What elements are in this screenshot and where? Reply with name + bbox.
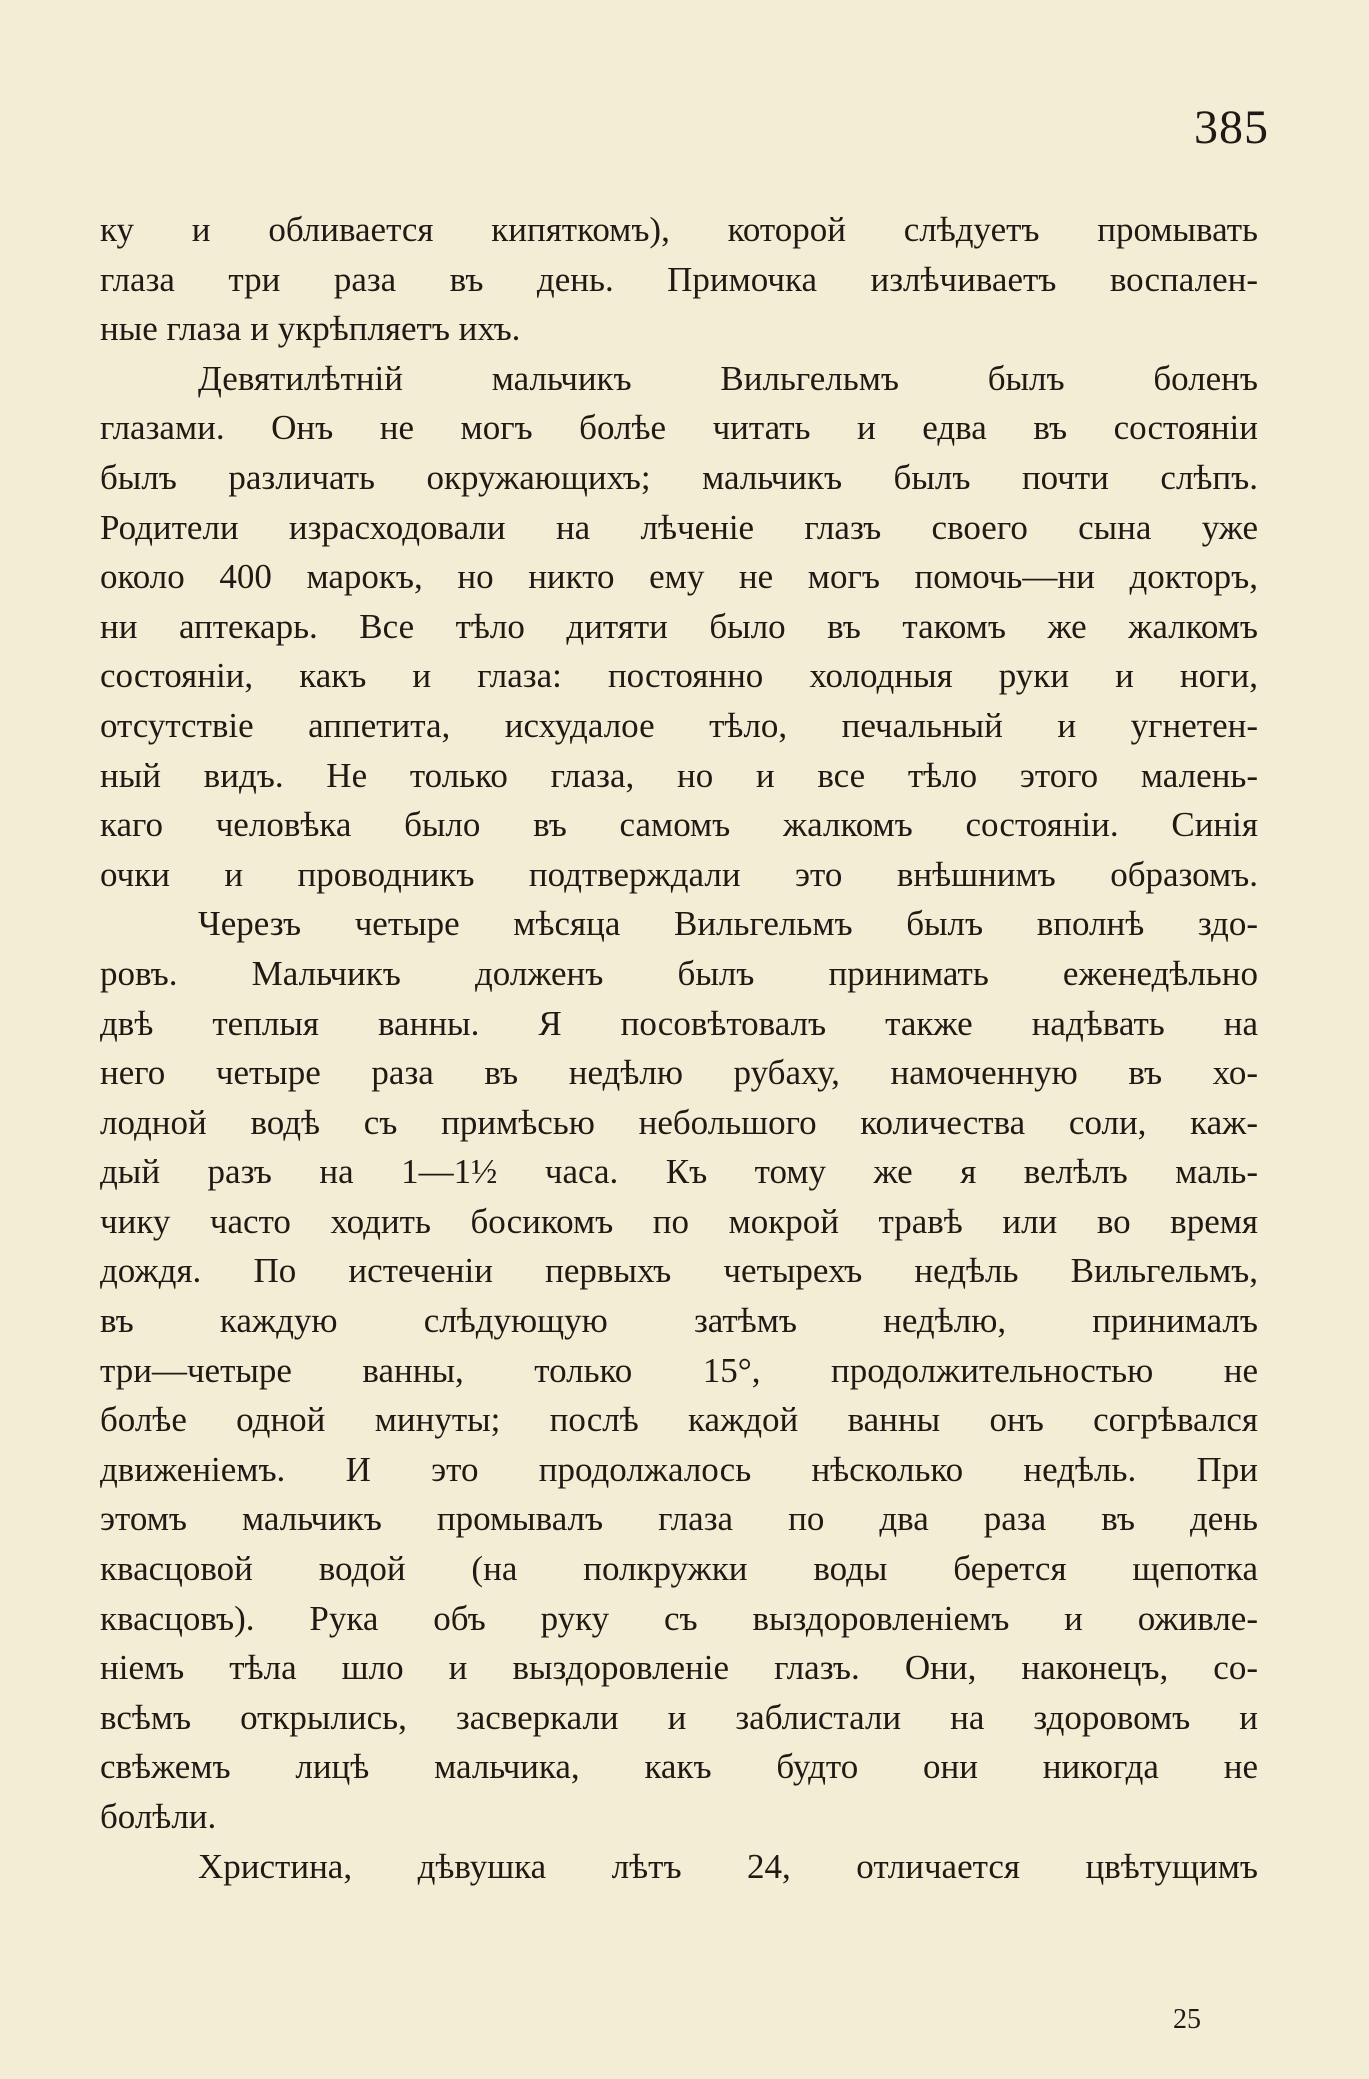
text-line: чику часто ходить босикомъ по мокрой травѣ или во время	[100, 1201, 1258, 1241]
text-line: квасцовъ). Рука объ руку съ выздоровленіемъ и оживле-	[100, 1598, 1258, 1638]
text-line: свѣжемъ лицѣ мальчика, какъ будто они никогда не	[100, 1747, 1258, 1787]
text-line: Девятилѣтній мальчикъ Вильгельмъ былъ боленъ	[198, 358, 1258, 398]
text-line: болѣли.	[100, 1797, 217, 1836]
signature-mark: 25	[1173, 2004, 1201, 2035]
text-line: ни аптекарь. Все тѣло дитяти было въ такомъ же жалкомъ	[100, 606, 1258, 646]
text-line: Родители израсходовали на лѣченіе глазъ своего сына уже	[100, 507, 1258, 547]
text-line: этомъ мальчикъ промывалъ глаза по два раза въ день	[100, 1499, 1258, 1539]
text-line: болѣе одной минуты; послѣ каждой ванны онъ согрѣвался	[100, 1400, 1258, 1440]
body-text	[100, 205, 1258, 1891]
text-line: Черезъ четыре мѣсяца Вильгельмъ былъ вполнѣ здо-	[198, 904, 1258, 944]
text-line: ніемъ тѣла шло и выздоровленіе глазъ. Они, наконецъ, со-	[100, 1648, 1258, 1688]
page-number: 385	[1194, 101, 1269, 154]
text-line: три—четыре ванны, только 15°, продолжительностью не	[100, 1350, 1258, 1390]
text-line: Христина, дѣвушка лѣтъ 24, отличается цвѣтущимъ	[198, 1846, 1258, 1886]
text-line: двѣ теплыя ванны. Я посовѣтовалъ также надѣвать на	[100, 1003, 1258, 1043]
text-line: глазами. Онъ не могъ болѣе читать и едва въ состояніи	[100, 408, 1258, 448]
text-line: дождя. По истеченіи первыхъ четырехъ недѣль Вильгельмъ,	[100, 1251, 1258, 1291]
text-line: дый разъ на 1—1½ часа. Къ тому же я велѣлъ маль-	[100, 1152, 1258, 1192]
text-line: лодной водѣ съ примѣсью небольшого количества соли, каж-	[100, 1102, 1258, 1142]
text-line: въ каждую слѣдующую затѣмъ недѣлю, принималъ	[100, 1301, 1258, 1341]
text-line: глаза три раза въ день. Примочка излѣчиваетъ воспален-	[100, 259, 1258, 299]
text-line: ный видъ. Не только глаза, но и все тѣло этого малень-	[100, 755, 1258, 795]
text-line: ные глаза и укрѣпляетъ ихъ.	[100, 309, 521, 349]
text-line: всѣмъ открылись, засверкали и заблистали на здоровомъ и	[100, 1697, 1258, 1737]
text-line: каго человѣка было въ самомъ жалкомъ состояніи. Синія	[100, 805, 1258, 845]
text-line: былъ различать окружающихъ; мальчикъ былъ почти слѣпъ.	[100, 457, 1258, 497]
text-line: движеніемъ. И это продолжалось нѣсколько недѣль. При	[100, 1449, 1258, 1489]
text-line: отсутствіе аппетита, исхудалое тѣло, печальный и угнетен-	[100, 705, 1258, 745]
text-line: квасцовой водой (на полкружки воды берется щепотка	[100, 1549, 1258, 1589]
text-line: состояніи, какъ и глаза: постоянно холодныя руки и ноги,	[100, 656, 1258, 696]
text-line: ку и обливается кипяткомъ), которой слѣдуетъ промывать	[100, 210, 1258, 249]
text-line: ровъ. Мальчикъ долженъ былъ принимать еженедѣльно	[100, 953, 1258, 993]
text-line: очки и проводникъ подтверждали это внѣшнимъ образомъ.	[100, 854, 1258, 894]
text-line: него четыре раза въ недѣлю рубаху, намоченную въ хо-	[100, 1053, 1258, 1093]
text-line: около 400 марокъ, но никто ему не могъ помочь—ни докторъ,	[100, 557, 1258, 597]
